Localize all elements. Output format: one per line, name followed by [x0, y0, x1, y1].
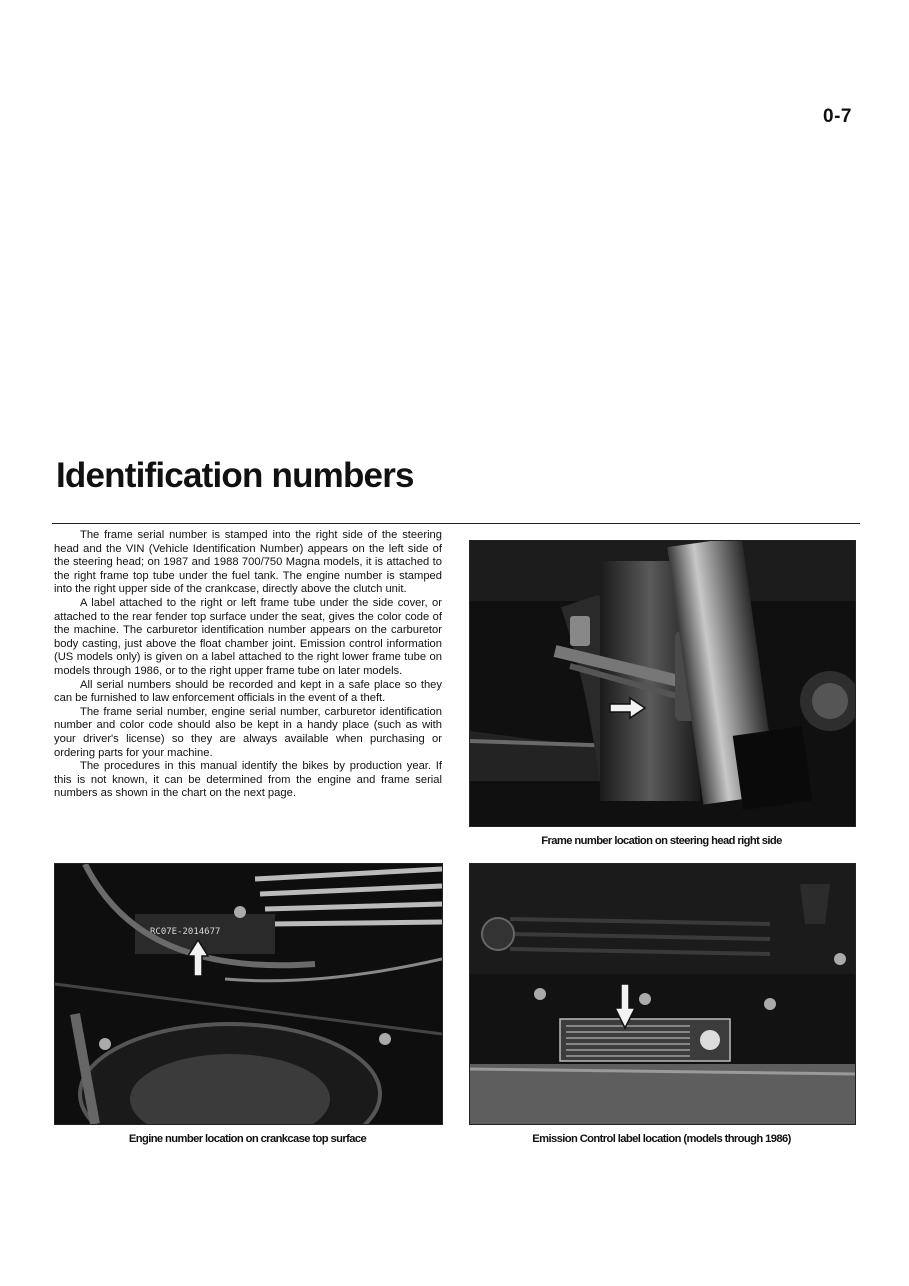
paragraph: The frame serial number is stamped into the right side of the steering head and the VIN (Vehicle Identification Number) appears on the left side of the steering head; on 1987 and 1988 700/750 Magna models, it is attached to the right frame top tube under the fuel tank. The engine number is stamped into the right upper side of the crankcase, directly above the clutch unit. — [54, 529, 442, 596]
engine-number-photo — [54, 863, 443, 1125]
heading-rule — [52, 523, 860, 524]
engine-photo-caption: Engine number location on crankcase top surface — [128, 1133, 367, 1145]
paragraph: The procedures in this manual identify the bikes by production year. If this is not known, it can be determined from the engine and frame serial numbers as shown in the chart on the next page. — [54, 760, 442, 800]
emission-photo-caption: Emission Control label location (models through 1986) — [532, 1133, 791, 1145]
emission-label-photo — [469, 863, 856, 1125]
engine-stamp-text: RC07E-2014677 — [150, 927, 221, 937]
paragraph: The frame serial number, engine serial number, carburetor identification number and color code should also be kept in a handy place (such as with your driver's license) so they are always available when purchasing or ordering parts for your machine. — [54, 705, 442, 759]
body-text — [54, 529, 442, 801]
page-heading: Identification numbers — [56, 456, 414, 495]
frame-number-photo — [469, 540, 856, 827]
paragraph: A label attached to the right or left frame tube under the side cover, or attached to the rear fender top surface under the seat, gives the color code of the machine. The carburetor identification number appears on the carburetor body casting, just above the float chamber joint. Emission control information (US models only) is given on a label attached to the right lower frame tube on models through 1986, or to the right upper frame tube on later models. — [54, 596, 442, 677]
frame-photo-caption: Frame number location on steering head right side — [541, 835, 782, 847]
paragraph: All serial numbers should be recorded and kept in a safe place so they can be furnished to law enforcement officials in the event of a theft. — [54, 678, 442, 705]
page-number: 0-7 — [823, 106, 852, 127]
